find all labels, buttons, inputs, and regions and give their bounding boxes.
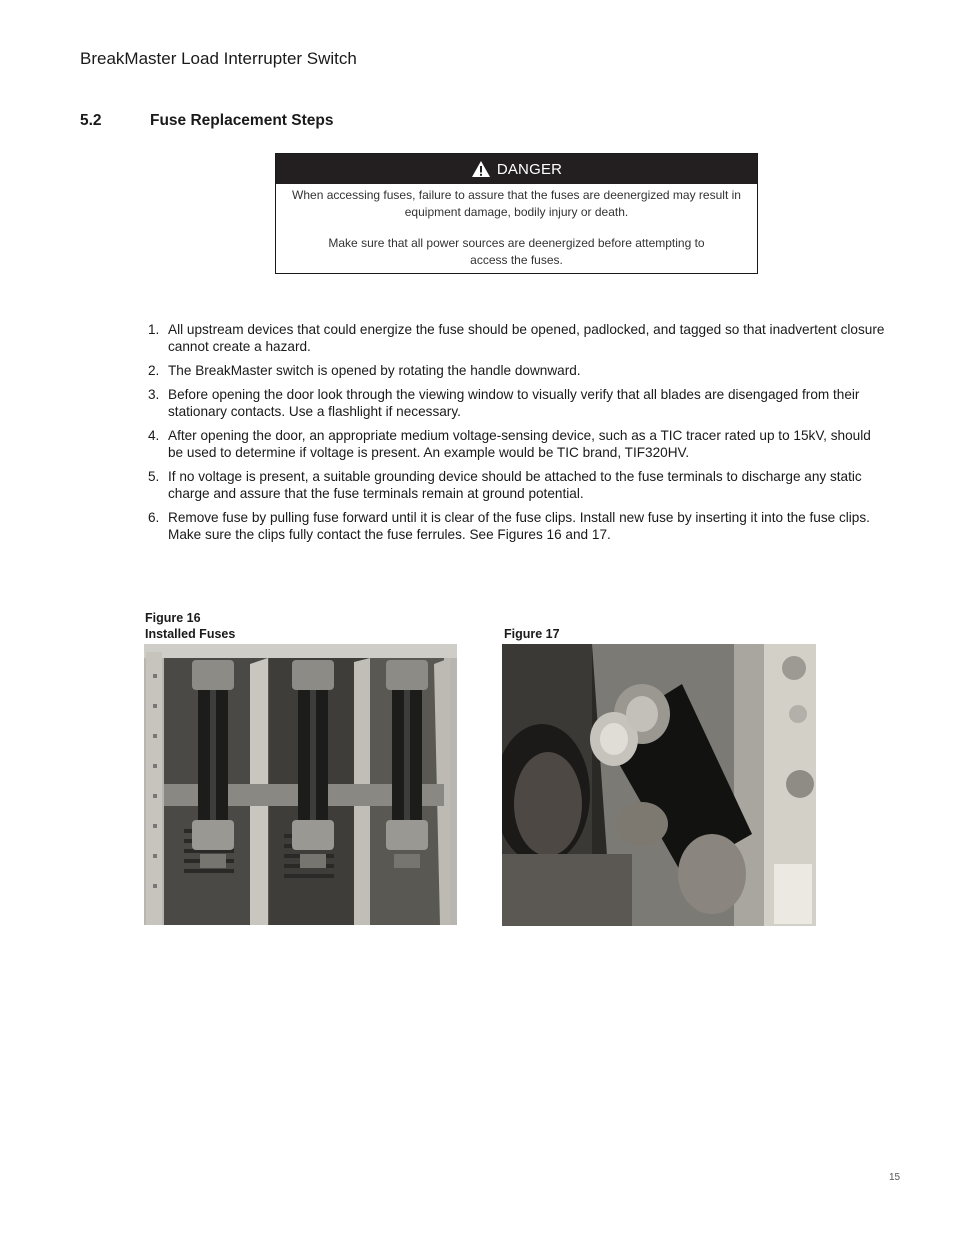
danger-label: DANGER [496,160,563,178]
page-number: 15 [889,1172,901,1183]
installed-fuses-photo [144,644,457,925]
danger-notice [275,153,758,274]
list-item [148,427,888,461]
step-text: After opening the door, an appropriate medium voltage-sensing device, such as a TIC tracer rated up to 15kV, should be used to determine if voltage is present. An example would be TIC brand, TIF320HV. [168,428,871,460]
danger-header [276,154,757,184]
step-text: All upstream devices that could energize the fuse should be opened, padlocked, and tagged so that inadvertent closure cannot create a hazard. [168,322,885,354]
figure17-caption [504,626,560,642]
danger-paragraph: When accessing fuses, failure to assure that the fuses are deenergized may result in equipment damage, bodily injury or death. [292,188,741,219]
document-title: BreakMaster Load Interrupter Switch [80,49,357,68]
step-number: 5. [148,469,160,484]
figure16-label: Figure 16 [145,611,201,625]
step-text: The BreakMaster switch is opened by rotating the handle downward. [168,363,581,378]
step-number: 6. [148,510,160,525]
list-item [148,362,888,379]
figure17-label: Figure 17 [504,627,560,641]
step-text: If no voltage is present, a suitable grounding device should be attached to the fuse terminals to discharge any static charge and assure that the fuse terminals remain at ground potential. [168,469,862,501]
list-item [148,468,888,502]
fuse-replacement-photo [502,644,816,926]
figure16-title: Installed Fuses [145,627,236,641]
step-text: Before opening the door look through the viewing window to visually verify that all blades are disengaged from their stationary contacts. Use a flashlight if necessary. [168,387,860,419]
list-item [148,386,888,420]
section-title: Fuse Replacement Steps [150,112,334,129]
step-number: 1. [148,322,160,337]
warning-triangle-icon [471,160,491,178]
danger-body [276,184,757,268]
procedure-steps [148,321,888,550]
step-number: 2. [148,363,160,378]
step-number: 4. [148,428,160,443]
figure16-caption [145,610,235,642]
list-item [148,321,888,355]
section-heading [80,112,333,130]
danger-paragraph: Make sure that all power sources are deenergized before attempting to access the fuses. [328,236,705,267]
list-item [148,509,888,543]
step-number: 3. [148,387,160,402]
step-text: Remove fuse by pulling fuse forward until it is clear of the fuse clips. Install new fuse by inserting it into the fuse clips. Make sure the clips fully contact the fuse ferrules. See Figures 16 and 17. [168,510,870,542]
section-number: 5.2 [80,112,102,129]
